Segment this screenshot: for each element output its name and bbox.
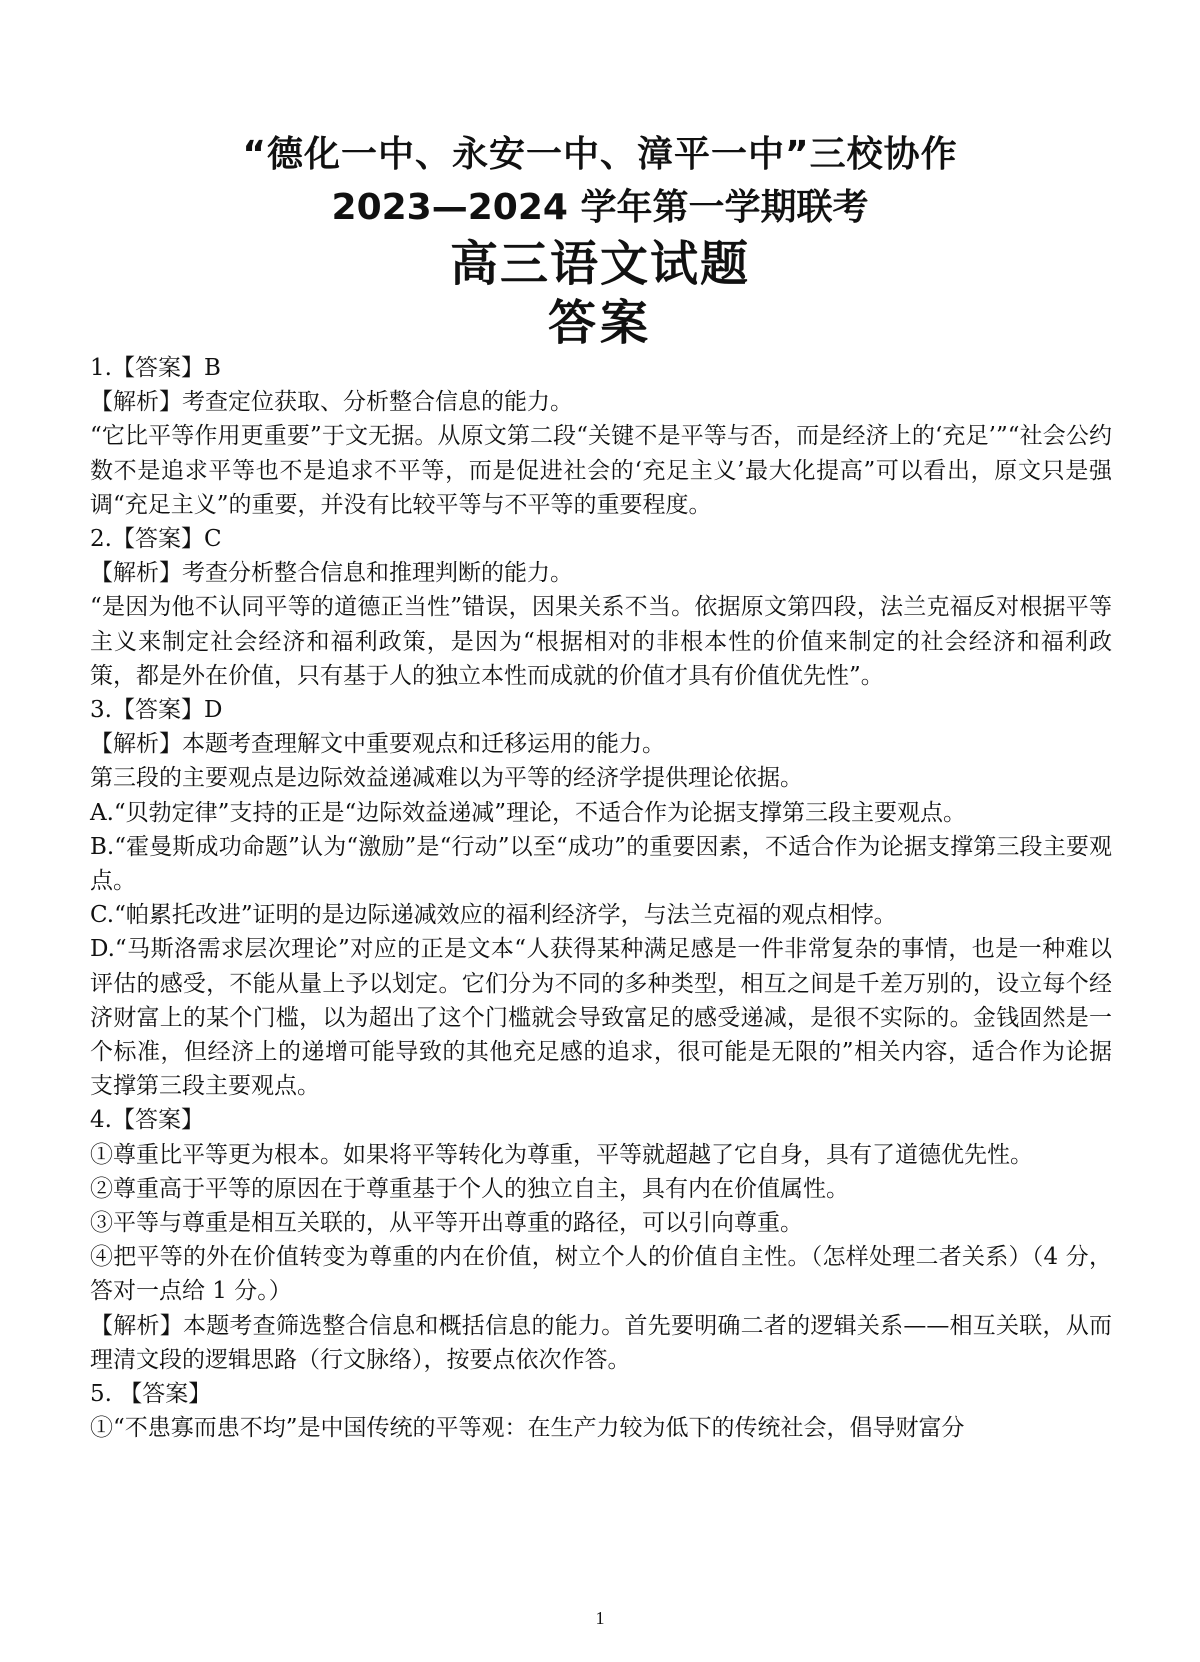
q1-explanation: “它比平等作用更重要”于文无据。从原文第二段“关键不是平等与否，而是经济上的‘充足’”“社会公约数不是追求平等也不是追求不平等，而是促进社会的‘充足主义’最大化提高”可以看出，原文只是强调“充足主义”的重要，并没有比较平等与不平等的重要程度。 <box>90 423 1112 518</box>
q5-answer: 5. 【答案】 <box>90 1381 212 1408</box>
q1-answer: 1.【答案】B <box>90 355 221 381</box>
answer-key-title: 答案 <box>547 295 652 351</box>
q4-point-4: ④把平等的外在价值转变为尊重的内在价值，树立个人的价值自主性。（怎样处理二者关系）（4 分，答对一点给 1 分。） <box>90 1244 1112 1305</box>
q3-option-a: A.“贝勃定律”支持的正是“边际效益递减”理论，不适合作为论据支撑第三段主要观点。 <box>90 799 966 826</box>
q4-point-3: ③平等与尊重是相互关联的，从平等开出尊重的路径，可以引向尊重。 <box>90 1210 803 1237</box>
q4-answer: 4.【答案】 <box>90 1107 204 1134</box>
q3-option-c: C.“帕累托改进”证明的是边际递减效应的福利经济学，与法兰克福的观点相悖。 <box>90 902 897 929</box>
exam-term-title: 2023—2024 学年第一学期联考 <box>331 187 869 228</box>
q2-explanation: “是因为他不认同平等的道德正当性”错误，因果关系不当。依据原文第四段，法兰克福反对根据平等主义来制定社会经济和福利政策，是因为“根据相对的非根本性的价值来制定的社会经济和福利政策，都是外在价值，只有基于人的独立本性而成就的价值才具有价值优先性”。 <box>90 594 1112 689</box>
q4-point-2: ②尊重高于平等的原因在于尊重基于个人的独立自主，具有内在价值属性。 <box>90 1175 849 1202</box>
q3-answer: 3.【答案】D <box>90 697 223 724</box>
q2-answer: 2.【答案】C <box>90 526 222 553</box>
answer-body <box>90 351 1112 1446</box>
school-collaboration-title: “德化一中、永安一中、漳平一中”三校协作 <box>242 134 958 175</box>
document-header <box>0 128 1200 352</box>
q3-option-b: B.“霍曼斯成功命题”认为“激励”是“行动”以至“成功”的重要因素，不适合作为论据支撑第三段主要观点。 <box>90 833 1112 895</box>
q4-analysis: 【解析】本题考查筛选整合信息和概括信息的能力。首先要明确二者的逻辑关系——相互关联，从而理清文段的逻辑思路（行文脉络），按要点依次作答。 <box>90 1312 1112 1373</box>
q4-point-1: ①尊重比平等更为根本。如果将平等转化为尊重，平等就超越了它自身，具有了道德优先性。 <box>90 1141 1033 1168</box>
q2-analysis: 【解析】考查分析整合信息和推理判断的能力。 <box>90 560 573 587</box>
q5-point-1: ①“不患寡而患不均”是中国传统的平等观：在生产力较为低下的传统社会，倡导财富分 <box>90 1415 965 1442</box>
q1-analysis: 【解析】考查定位获取、分析整合信息的能力。 <box>90 389 573 416</box>
q3-analysis: 【解析】本题考查理解文中重要观点和迁移运用的能力。 <box>90 731 665 758</box>
q3-option-d: D.“马斯洛需求层次理论”对应的正是文本“人获得某种满足感是一件非常复杂的事情，也是一种难以评估的感受，不能从量上予以划定。它们分为不同的多种类型，相互之间是千差万别的，设立每个经济财富上的某个门槛，以为超出了这个门槛就会导致富足的感受递减，是很不实际的。金钱固然是一个标准，但经济上的递增可能导致的其他充足感的追求，很可能是无限的”相关内容，适合作为论据支撑第三段主要观点。 <box>90 936 1112 1100</box>
page-number: 1 <box>595 1608 605 1628</box>
q3-main-point: 第三段的主要观点是边际效益递减难以为平等的经济学提供理论依据。 <box>90 765 803 792</box>
exam-subject-title: 高三语文试题 <box>449 236 750 292</box>
